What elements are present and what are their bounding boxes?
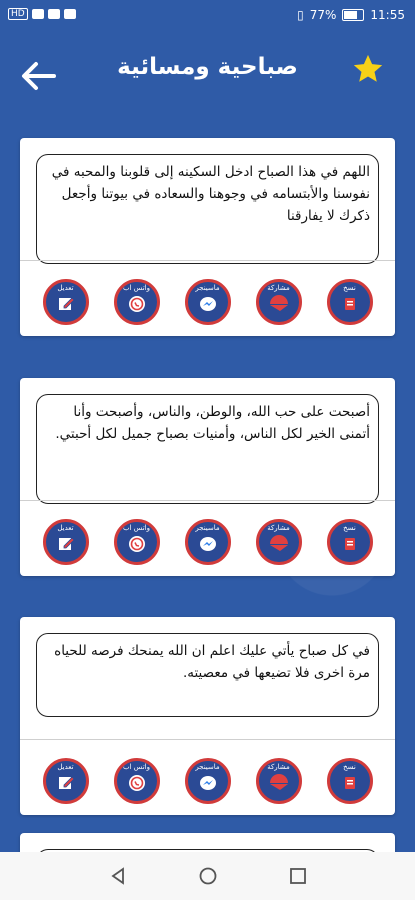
copy-button-label: نسخ — [343, 524, 356, 532]
whatsapp-icon — [128, 295, 146, 317]
messenger-button[interactable] — [185, 758, 231, 804]
edit-button[interactable] — [43, 758, 89, 804]
card-message-text: في كل صباح يأتي عليك اعلم ان الله يمنحك فرصه للحياه مرة اخرى فلا تضيعها في معصيته. — [36, 633, 379, 717]
whatsapp-button-label: واتس اب — [123, 763, 150, 771]
status-right — [297, 8, 405, 22]
message-card — [20, 378, 395, 576]
copy-button-label: نسخ — [343, 763, 356, 771]
copy-button[interactable] — [327, 519, 373, 565]
edit-button-label: تعديل — [57, 284, 74, 292]
message-card — [20, 138, 395, 336]
copy-icon — [341, 295, 359, 317]
share-button-label: مشاركة — [267, 763, 290, 771]
copy-button[interactable] — [327, 279, 373, 325]
edit-button-label: تعديل — [57, 524, 74, 532]
battery-icon — [342, 9, 364, 21]
messenger-button-label: ماسينجر — [195, 284, 220, 292]
card-divider — [20, 500, 395, 501]
nav-back-icon[interactable] — [108, 866, 128, 886]
copy-icon — [341, 774, 359, 796]
edit-icon — [57, 295, 75, 317]
whatsapp-button[interactable] — [114, 758, 160, 804]
edit-icon — [57, 774, 75, 796]
messenger-icon — [199, 295, 217, 317]
share-icon — [268, 295, 290, 317]
share-button[interactable] — [256, 519, 302, 565]
card-divider — [20, 260, 395, 261]
whatsapp-button[interactable] — [114, 519, 160, 565]
card-actions — [20, 504, 395, 576]
messenger-button-label: ماسينجر — [195, 524, 220, 532]
clock: 11:55 — [370, 8, 405, 22]
edit-button[interactable] — [43, 279, 89, 325]
hd-indicator: HD — [8, 8, 28, 20]
star-icon[interactable] — [351, 52, 391, 92]
messenger-button-label: ماسينجر — [195, 763, 220, 771]
share-button-label: مشاركة — [267, 284, 290, 292]
status-left — [8, 8, 76, 20]
vibrate-icon: ▯ — [297, 8, 304, 22]
messenger-button[interactable] — [185, 519, 231, 565]
messenger-button[interactable] — [185, 279, 231, 325]
edit-button[interactable] — [43, 519, 89, 565]
edit-button-label: تعديل — [57, 763, 74, 771]
edit-icon — [57, 535, 75, 557]
battery-percent: 77% — [309, 8, 337, 22]
copy-button[interactable] — [327, 758, 373, 804]
messenger-icon — [199, 535, 217, 557]
copy-button-label: نسخ — [343, 284, 356, 292]
copy-icon — [341, 535, 359, 557]
signal-icon — [32, 9, 44, 19]
whatsapp-button[interactable] — [114, 279, 160, 325]
whatsapp-button-label: واتس اب — [123, 524, 150, 532]
page-title: صباحية ومسائية — [117, 54, 298, 80]
system-nav-bar — [0, 852, 415, 900]
whatsapp-icon — [128, 535, 146, 557]
card-actions — [20, 264, 395, 336]
share-icon — [268, 535, 290, 557]
share-button[interactable] — [256, 758, 302, 804]
share-icon — [268, 774, 290, 796]
share-button-label: مشاركة — [267, 524, 290, 532]
message-card — [20, 617, 395, 815]
wifi-icon — [64, 9, 76, 19]
nav-recents-icon[interactable] — [288, 866, 308, 886]
app-bar — [0, 30, 415, 118]
nav-home-icon[interactable] — [198, 866, 218, 886]
status-bar — [0, 0, 415, 30]
whatsapp-icon — [128, 774, 146, 796]
card-message-text: اللهم في هذا الصباح ادخل السكينه إلى قلوبنا والمحبه في نفوسنا والأبتسامه في وجوهنا والسعاده في بيوتنا وأجعل ذكرك لا يفارقنا — [36, 154, 379, 264]
share-button[interactable] — [256, 279, 302, 325]
card-divider — [20, 739, 395, 740]
card-actions — [20, 743, 395, 815]
whatsapp-button-label: واتس اب — [123, 284, 150, 292]
messenger-icon — [199, 774, 217, 796]
signal-icon-2 — [48, 9, 60, 19]
card-message-text: أصبحت على حب الله، والوطن، والناس، وأصبحت وأنا أتمنى الخير لكل الناس، وأمنيات بصباح جميل لكل أحبتي. — [36, 394, 379, 504]
